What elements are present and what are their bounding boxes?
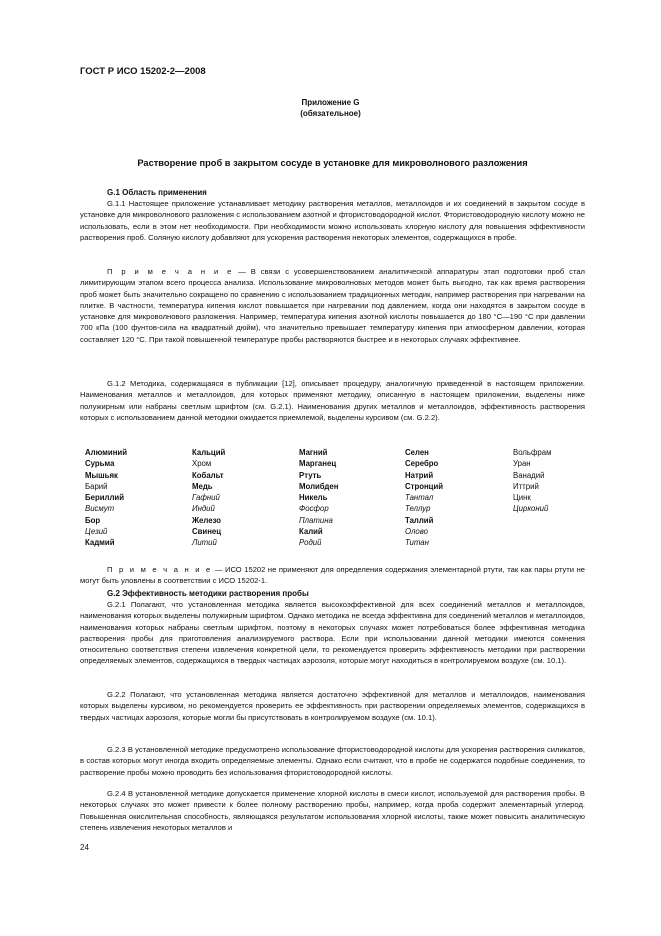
element-column-1 <box>85 447 127 549</box>
element-item: Тантал <box>405 493 434 503</box>
appendix-title: Растворение проб в закрытом сосуде в установке для микроволнового разложения <box>137 158 528 168</box>
element-item: Кальций <box>192 448 226 457</box>
element-item: Магний <box>299 448 328 457</box>
element-item: Олово <box>405 527 428 537</box>
element-item: Фосфор <box>299 504 329 514</box>
note-2-paragraph <box>80 564 585 587</box>
element-item: Цезий <box>85 527 108 537</box>
element-column-5 <box>513 447 551 515</box>
paragraph-g2-2-block <box>80 689 585 723</box>
appendix-label: Приложение G <box>301 98 360 107</box>
page-number: 24 <box>80 843 89 852</box>
element-item: Вольфрам <box>513 448 552 457</box>
document-header: ГОСТ Р ИСО 15202-2—2008 <box>80 66 206 77</box>
element-item: Кадмий <box>85 538 115 548</box>
element-item: Свинец <box>192 527 222 537</box>
element-item: Кобальт <box>192 470 224 480</box>
note-2 <box>80 564 585 587</box>
element-item: Таллий <box>405 515 434 525</box>
element-item: Индий <box>192 504 215 514</box>
element-item: Никель <box>299 493 328 503</box>
paragraph-g2-3-block <box>80 744 585 778</box>
element-column-2 <box>192 447 225 549</box>
element-item: Стронций <box>405 481 444 491</box>
paragraph-g2-4-block <box>80 788 585 833</box>
element-item: Литий <box>192 538 217 548</box>
element-column-4 <box>405 447 443 549</box>
element-item: Иттрий <box>513 481 539 491</box>
note-1-text: — В связи с усовершенствованием аналитической аппаратуры этап подготовки проб стал лимитирующим этапом всего процесса анализа. Использование микроволновых методов может быть выгодно, так как время растворения проб может быть значительно сокращено по сравнению с использованием традиционных методик, например растворения при нагревании на плитке. В частности, температура кипения кислот повышается при нагревании под давлением, когда они находятся в закрытом сосуде в установке для микроволнового разложения. Например, температура кипения азотной кислоты повышается до 180 °С—190 °С при давлении 700 кПа (100 фунтов-сила на квадратный дюйм), что значительно превышает температуру кипения при атмосферном давлении, которая составляет 120 °С. При такой повышенной температуре пробы растворяются быстрее и в некоторых случаях эффективнее. <box>80 267 585 344</box>
paragraph-g2-4: G.2.4 В установленной методике допускается применение хлорной кислоты в смеси кислот, используемой для растворения пробы. В некоторых случаях это может привести к более полному растворению пробы, например, когда проба содержит элементарный углерод. Повышенная окислительная способность, являющаяся результатом использования хлорной кислоты, также может повысить аналитическую степень извлечения некоторых металлов и <box>80 789 585 832</box>
note-2-text: — ИСО 15202 не применяют для определения содержания элементарной ртути, так как пары ртути не могут быть уловлены в соответствии с ИСО 15202-1. <box>80 565 586 586</box>
note-1-label: П р и м е ч а н и е <box>107 267 234 276</box>
element-item: Висмут <box>85 504 115 514</box>
element-item: Медь <box>192 481 213 491</box>
note-1 <box>80 266 585 345</box>
element-item: Теллур <box>405 504 431 514</box>
element-item: Хром <box>192 459 212 469</box>
element-item: Мышьяк <box>85 470 118 480</box>
element-item: Родий <box>299 538 322 548</box>
element-item: Молибден <box>299 481 339 491</box>
element-item: Барий <box>85 481 108 491</box>
element-item: Гафний <box>192 493 220 503</box>
element-item: Ртуть <box>299 470 322 480</box>
element-item: Серебро <box>405 459 439 469</box>
element-item: Ванадий <box>513 470 545 480</box>
paragraph-g1-2: G.1.2 Методика, содержащаяся в публикации [12], описывает процедуру, аналогичную приведенной в настоящем приложении. Наименования металлов и металлоидов, для которых применяют методику, описанную в настоящем приложении, выделены ниже полужирным или набраны светлым шрифтом (см. G.2.1). Наименования других металлов и металлоидов, эффективность растворения которых с использованием данной методики ожидается приемлемой, выделены курсивом (см. G.2.2). <box>80 379 585 422</box>
element-item: Калий <box>299 527 323 537</box>
element-item: Алюминий <box>85 448 127 457</box>
section-g2-heading: G.2 Эффективность методики растворения пробы <box>107 589 309 598</box>
paragraph-g2-3: G.2.3 В установленной методике предусмотрено использование фтористоводородной кислоты для ускорения растворения силикатов, в состав которых могут иногда входить определяемые элементы. Однако если считают, что в пробе не содержатся подобные соединения, то растворение пробы можно проводить без использования фтористоводородной кислоты. <box>80 745 585 777</box>
element-item: Цирконий <box>513 504 549 514</box>
element-item: Платина <box>299 515 333 525</box>
paragraph-g1-2-block <box>80 378 585 423</box>
paragraph-g2-1: G.2.1 Полагают, что установленная методика является высокоэффективной для всех соединений металлов и металлоидов, наименования которых выделены полужирным шрифтом. Однако методика не всегда эффективна для соединений металлов и металлоидов, наименования которых набраны светлым шрифтом, поэтому в некоторых случаях может потребоваться более эффективная методика растворения пробы для приготовления анализируемого раствора. Если при использовании данной методики имеются сомнения относительно соответствия степени извлечения конкретной цели, то рекомендуется проверить эффективность методики при растворении определяемых элементов, содержащихся в твердых частицах аэрозоля, которые могут находиться в контролируемом воздухе (см. 10.1). <box>80 600 585 666</box>
element-column-3 <box>299 447 338 549</box>
element-item: Марганец <box>299 459 337 469</box>
element-item: Титан <box>405 538 429 548</box>
element-list <box>85 447 585 559</box>
element-item: Железо <box>192 515 222 525</box>
section-g1-heading: G.1 Область применения <box>107 188 207 197</box>
section-g2 <box>80 588 585 667</box>
note-2-label: П р и м е ч а н и е <box>107 565 213 574</box>
section-g1 <box>80 187 585 243</box>
note-1-paragraph <box>80 266 585 345</box>
element-item: Цинк <box>513 493 531 503</box>
paragraph-g2-2: G.2.2 Полагают, что установленная методика является достаточно эффективной для металлов и металлоидов, наименования которых выделены курсивом, но рекомендуется проверить ее эффективность при растворении определяемых элементов, содержащихся в твердых частицах аэрозоля, которые могли бы присутствовать в контролируемом воздухе (см. 10.1). <box>80 690 585 722</box>
element-item: Бор <box>85 515 101 525</box>
element-item: Бериллий <box>85 493 124 503</box>
appendix-status: (обязательное) <box>300 109 361 118</box>
element-item: Сурьма <box>85 459 115 469</box>
element-item: Селен <box>405 448 429 457</box>
element-item: Уран <box>513 459 531 469</box>
element-item: Натрий <box>405 470 434 480</box>
paragraph-g1-1: G.1.1 Настоящее приложение устанавливает методику растворения металлов, металлоидов и их соединений в закрытом сосуде в установке для микроволнового разложения с использованием азотной и фтористоводородной кислот. Фтористоводородную кислоту можно не использовать, если в этом нет необходимости. При необходимости можно использовать хлорную кислоту для повышения эффективности растворения проб. Соляную кислоту добавляют для ускорения растворения некоторых элементов, содержащихся в пробе. <box>80 199 585 242</box>
